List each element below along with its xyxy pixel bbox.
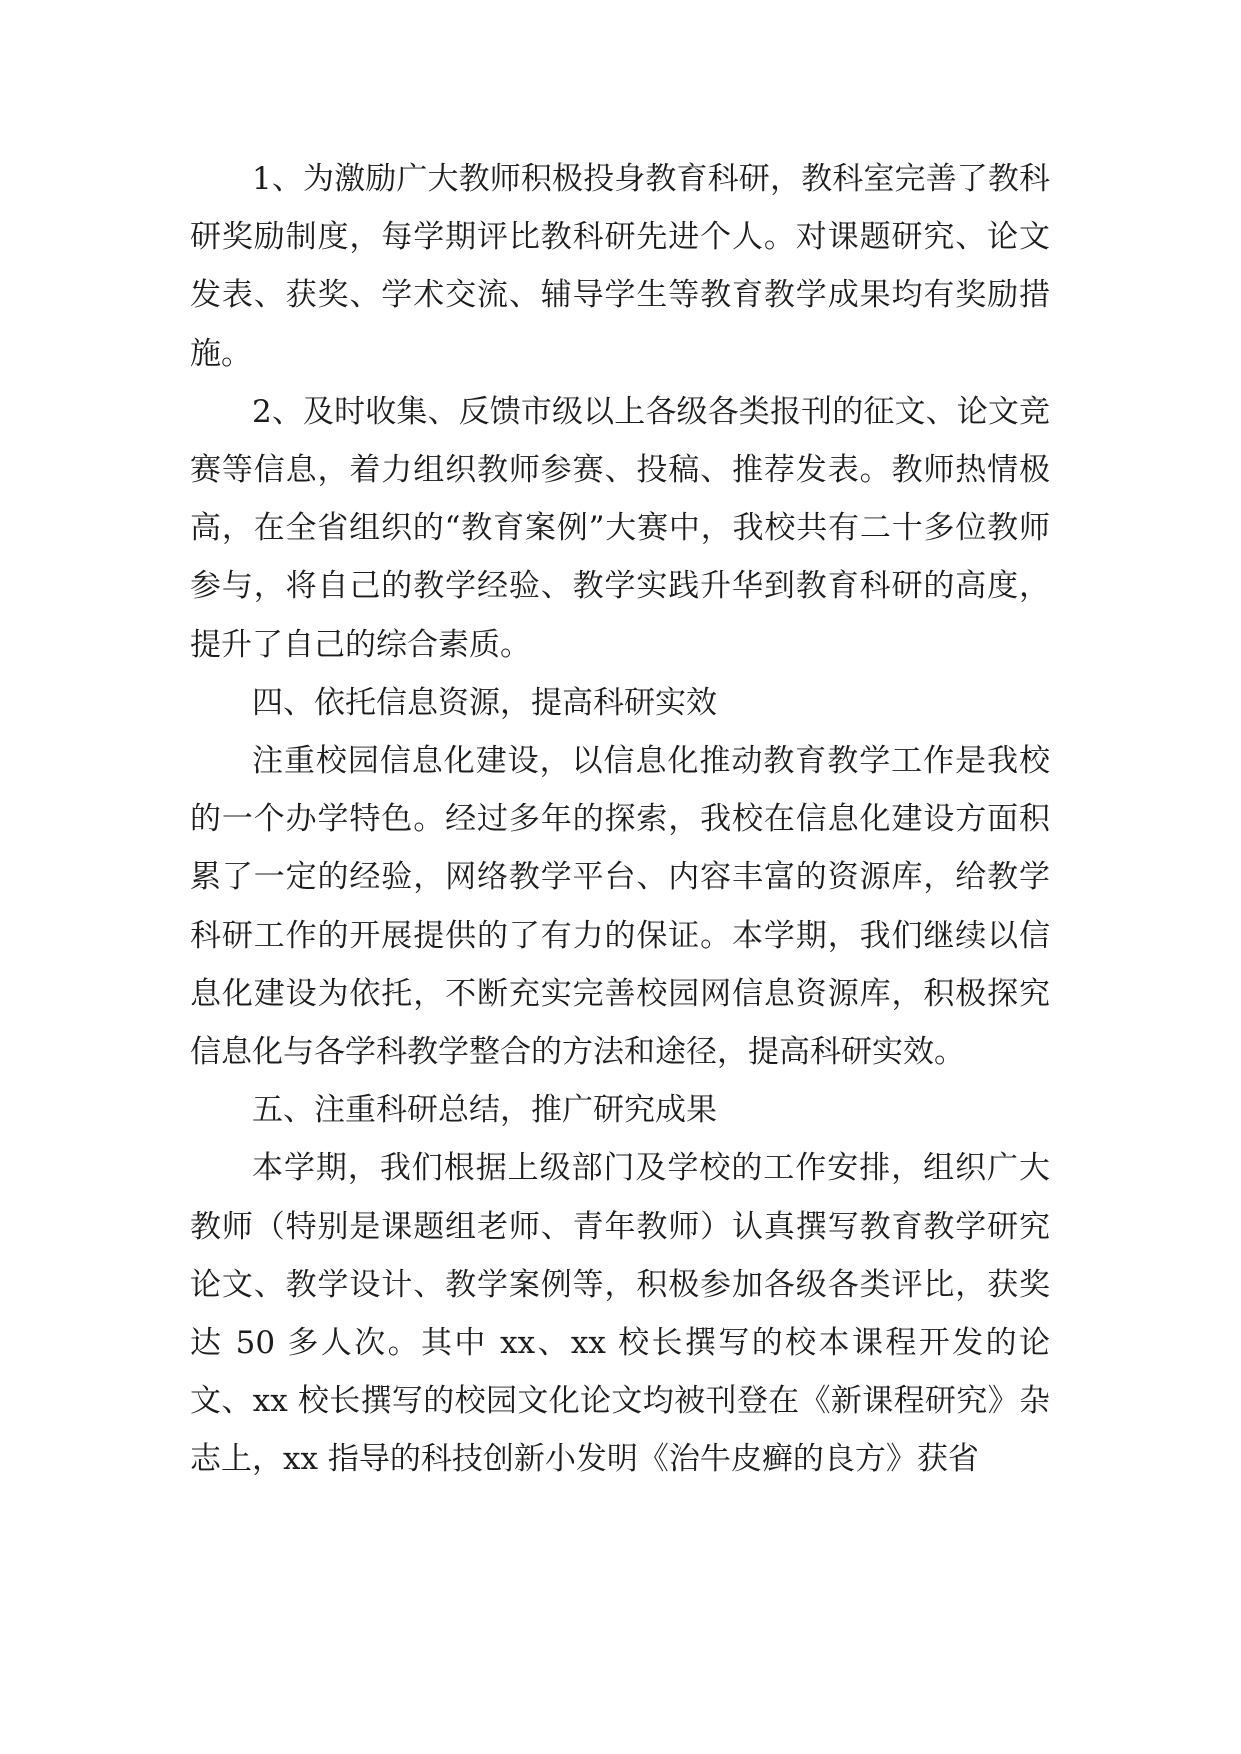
document-page: [190, 150, 1050, 1489]
paragraph-information-construction: 注重校园信息化建设，以信息化推动教育教学工作是我校的一个办学特色。经过多年的探索，我校在信息化建设方面积累了一定的经验，网络教学平台、内容丰富的资源库，给教学科研工作的开展提供的了有力的保证。本学期，我们继续以信息化建设为依托，不断充实完善校园网信息资源库，积极探究信息化与各学科教学整合的方法和途径，提高科研实效。: [190, 743, 1050, 1071]
paragraph-essay-competitions: 2、及时收集、反馈市级以上各级各类报刊的征文、论文竞赛等信息，着力组织教师参赛、投稿、推荐发表。教师热情极高，在全省组织的“教育案例”大赛中，我校共有二十多位教师参与，将自己的教学经验、教学实践升华到教育科研的高度，提升了自己的综合素质。: [190, 393, 1050, 663]
section-heading-five: 五、注重科研总结，推广研究成果: [252, 1092, 717, 1129]
paragraph-research-results: 本学期，我们根据上级部门及学校的工作安排，组织广大教师（特别是课题组老师、青年教师）认真撰写教育教学研究论文、教学设计、教学案例等，积极参加各级各类评比，获奖达 50 多人次。其中 xx、xx 校长撰写的校本课程开发的论文、xx 校长撰写的校园文化论文均被刊登在《新课程研究》杂志上，xx 指导的科技创新小发明《治牛皮癣的良方》获省: [190, 1150, 1050, 1478]
section-heading-four: 四、依托信息资源，提高科研实效: [252, 684, 717, 721]
paragraph-teacher-incentives: 1、为激励广大教师积极投身教育科研，教科室完善了教科研奖励制度，每学期评比教科研先进个人。对课题研究、论文发表、获奖、学术交流、辅导学生等教育教学成果均有奖励措施。: [190, 161, 1050, 372]
